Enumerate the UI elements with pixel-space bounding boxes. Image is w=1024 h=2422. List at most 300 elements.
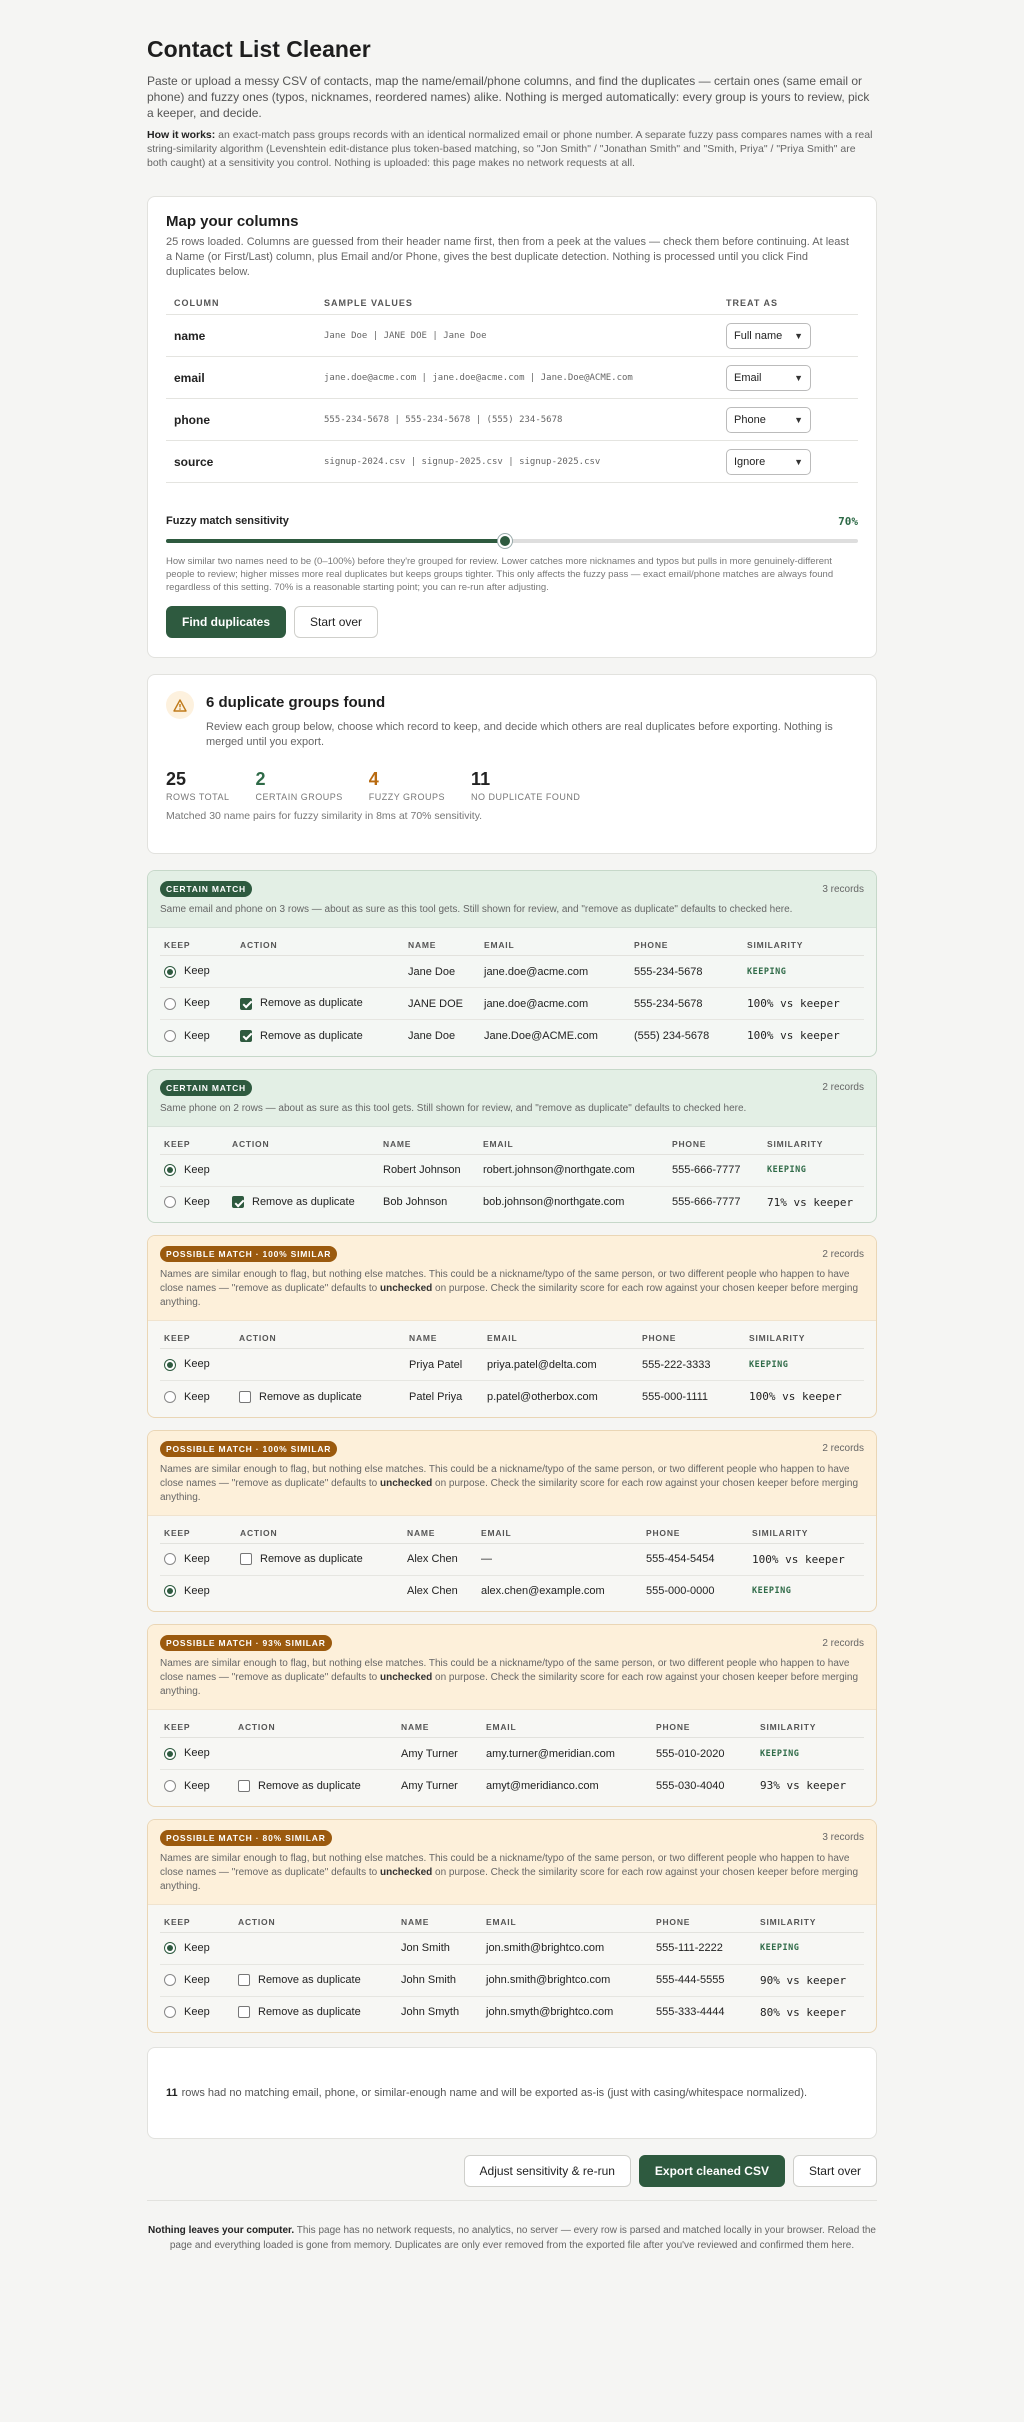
page-title: Contact List Cleaner	[147, 36, 371, 62]
treat-as-select[interactable]	[726, 365, 811, 391]
stat-fuzzy-groups	[369, 769, 445, 802]
privacy-footer	[147, 2223, 877, 2253]
th-phone: PHONE	[668, 1127, 763, 1155]
column-samples: signup-2024.csv | signup-2025.csv | signup-2025.csv	[316, 441, 718, 483]
remove-label: Remove as duplicate	[259, 1390, 362, 1403]
remove-checkbox[interactable]	[238, 1780, 250, 1792]
keep-label: Keep	[184, 1196, 210, 1209]
keep-cell[interactable]	[160, 1932, 234, 1964]
match-badge: POSSIBLE MATCH · 100% SIMILAR	[160, 1246, 337, 1262]
keep-radio[interactable]	[164, 1748, 176, 1760]
keep-cell[interactable]	[160, 1381, 235, 1413]
action-cell	[236, 956, 404, 988]
table-row	[160, 1932, 864, 1964]
mapping-row	[166, 357, 858, 399]
group-desc-a: Names are similar enough to flag, but nothing else matches. This could be a nickname/typo of the same person, or two different people who happen to have close names — "remove as duplicate" defaults to	[160, 1463, 850, 1489]
map-columns-title: Map your columns	[166, 213, 299, 230]
duplicate-group	[147, 1430, 877, 1613]
column-mapping-table	[166, 292, 858, 483]
keep-cell[interactable]	[160, 1154, 228, 1186]
row-phone: 555-666-7777	[668, 1154, 763, 1186]
column-samples: 555-234-5678 | 555-234-5678 | (555) 234-5678	[316, 399, 718, 441]
keep-label: Keep	[184, 1941, 210, 1954]
no-duplicate-count: 11	[166, 2087, 178, 2099]
th-phone: PHONE	[652, 1905, 756, 1933]
duplicate-group	[147, 1624, 877, 1807]
row-email: amyt@meridianco.com	[486, 1779, 599, 1792]
row-similarity: 100% vs keeper	[748, 1543, 864, 1575]
remove-label: Remove as duplicate	[260, 997, 363, 1010]
row-similarity: KEEPING	[756, 1932, 864, 1964]
no-duplicate-desc: rows had no matching email, phone, or similar-enough name and will be exported as-is (just with casing/whitespace normalized).	[181, 2087, 808, 2099]
record-count: 3 records	[822, 883, 864, 895]
group-desc-a: Names are similar enough to flag, but nothing else matches. This could be a nickname/typo of the same person, or two different people who happen to have close names — "remove as duplicate" defaults to	[160, 1269, 850, 1294]
treat-as-select[interactable]	[726, 323, 811, 349]
table-row	[160, 1770, 864, 1802]
group-table	[160, 1516, 864, 1608]
th-keep: KEEP	[160, 1710, 234, 1738]
action-cell	[234, 1738, 397, 1770]
treat-as-value: Full name	[734, 329, 783, 342]
row-similarity: 100% vs keeper	[749, 1390, 842, 1404]
group-desc-a: Names are similar enough to flag, but nothing else matches. This could be a nickname/typo of the same person, or two different people who happen to have close names — "remove as duplicate" defaults to	[160, 1852, 850, 1878]
th-name: NAME	[404, 928, 480, 956]
group-table	[160, 1710, 864, 1802]
table-row	[160, 1738, 864, 1770]
table-row	[160, 956, 864, 988]
group-desc: Same email and phone on 3 rows — about as sure as this tool gets. Still shown for review, and "remove as duplicate" defaults to checked here.	[160, 904, 793, 915]
summary-stats	[166, 769, 858, 802]
column-name: name	[166, 315, 316, 357]
remove-label: Remove as duplicate	[252, 1196, 355, 1209]
action-cell[interactable]	[236, 988, 404, 1020]
keep-radio[interactable]	[164, 966, 176, 978]
remove-label: Remove as duplicate	[258, 1973, 361, 1986]
th-email: EMAIL	[483, 1321, 638, 1349]
row-email: john.smyth@brightco.com	[486, 2006, 614, 2019]
row-name: Bob Johnson	[383, 1196, 448, 1209]
row-phone: 555-444-5555	[652, 1964, 756, 1996]
group-header	[148, 1625, 876, 1710]
stat-label: CERTAIN GROUPS	[255, 792, 343, 802]
keep-label: Keep	[184, 1747, 210, 1760]
keep-radio[interactable]	[164, 1780, 176, 1792]
keep-cell[interactable]	[160, 1575, 236, 1607]
group-header	[148, 1236, 876, 1321]
th-name: NAME	[397, 1710, 482, 1738]
keep-label: Keep	[184, 1358, 210, 1371]
chevron-down-icon: ▼	[794, 456, 803, 467]
th-action: ACTION	[236, 1516, 403, 1544]
column-name: source	[166, 441, 316, 483]
keep-cell[interactable]	[160, 988, 236, 1020]
start-over-button[interactable]: Start over	[294, 606, 378, 638]
th-keep: KEEP	[160, 1321, 235, 1349]
treat-as-value: Email	[734, 371, 762, 384]
sensitivity-slider[interactable]	[166, 534, 858, 548]
duplicate-group	[147, 1069, 877, 1224]
map-columns-card	[147, 196, 877, 658]
page	[147, 0, 877, 2293]
th-similarity: SIMILARITY	[756, 1905, 864, 1933]
row-phone: 555-111-2222	[652, 1932, 756, 1964]
group-table	[160, 1905, 864, 2029]
th-keep: KEEP	[160, 1905, 234, 1933]
group-table-wrap	[148, 928, 876, 1056]
group-table-wrap	[148, 1321, 876, 1417]
group-rows	[160, 1738, 864, 1802]
record-count: 3 records	[822, 1832, 864, 1843]
keep-radio[interactable]	[164, 1164, 176, 1176]
warning-icon	[166, 691, 194, 719]
row-name: Robert Johnson	[379, 1154, 479, 1186]
table-row	[160, 1996, 864, 2028]
action-cell[interactable]	[234, 1770, 397, 1802]
column-name: phone	[166, 399, 316, 441]
th-similarity: SIMILARITY	[745, 1321, 864, 1349]
chevron-down-icon: ▼	[794, 330, 803, 341]
mapping-row	[166, 315, 858, 357]
mapping-row	[166, 399, 858, 441]
remove-checkbox[interactable]	[240, 1030, 252, 1042]
row-phone: 555-000-1111	[642, 1390, 709, 1403]
treat-as-select[interactable]	[726, 407, 811, 433]
table-row	[160, 1349, 864, 1381]
th-name: NAME	[397, 1905, 482, 1933]
keep-label: Keep	[184, 1585, 210, 1598]
remove-label: Remove as duplicate	[258, 2006, 361, 2019]
map-columns-desc: 25 rows loaded. Columns are guessed from their header name first, then from a peek at the values — check them before continuing. At least a Name (or First/Last) column, plus Email and/or Phone, gives the best duplicate detection. Nothing is processed until you click Find duplicates below.	[166, 236, 849, 278]
group-table-header	[160, 1905, 864, 1933]
record-count: 2 records	[822, 1637, 864, 1649]
row-email: jon.smith@brightco.com	[482, 1932, 652, 1964]
row-similarity: 100% vs keeper	[747, 1029, 840, 1043]
th-email: EMAIL	[477, 1516, 642, 1544]
remove-label: Remove as duplicate	[260, 1552, 363, 1565]
treat-cell	[718, 399, 858, 441]
row-phone: 555-222-3333	[638, 1349, 745, 1381]
stat-label: FUZZY GROUPS	[368, 792, 446, 802]
row-phone: 555-333-4444	[656, 2006, 725, 2019]
stat-number: 2	[255, 769, 266, 789]
group-table	[160, 928, 864, 1052]
column-samples: Jane Doe | JANE DOE | Jane Doe	[316, 315, 718, 357]
stat-number: 25	[166, 769, 187, 789]
action-cell	[236, 1575, 403, 1607]
row-name: Jon Smith	[397, 1932, 482, 1964]
match-badge: POSSIBLE MATCH · 93% SIMILAR	[160, 1635, 332, 1651]
row-similarity: 71% vs keeper	[767, 1195, 854, 1209]
th-action: ACTION	[234, 1905, 397, 1933]
th-similarity: SIMILARITY	[756, 1710, 864, 1738]
footer-bold: Nothing leaves your computer.	[148, 2225, 295, 2236]
stat-number: 11	[471, 769, 491, 789]
keep-label: Keep	[184, 1779, 210, 1792]
group-desc-b: unchecked	[380, 1283, 433, 1294]
th-name: NAME	[403, 1516, 477, 1544]
keep-label: Keep	[184, 1973, 210, 1986]
keep-radio[interactable]	[164, 2006, 176, 2018]
row-similarity: KEEPING	[752, 1586, 792, 1597]
matched-note: Matched 30 name pairs for fuzzy similarity in 8ms at 70% sensitivity.	[166, 810, 483, 822]
map-actions	[166, 606, 858, 638]
chevron-down-icon: ▼	[794, 372, 803, 383]
keep-radio[interactable]	[164, 1942, 176, 1954]
chevron-down-icon: ▼	[794, 414, 803, 425]
fuzzy-sensitivity	[166, 515, 858, 594]
group-desc-b: unchecked	[380, 1866, 433, 1878]
stat-no-duplicate	[471, 769, 580, 802]
action-cell[interactable]	[235, 1381, 405, 1413]
row-similarity: KEEPING	[743, 956, 864, 988]
how-label: How it works:	[147, 129, 216, 141]
keep-cell[interactable]	[160, 1186, 228, 1218]
duplicate-group	[147, 1235, 877, 1418]
row-similarity: 93% vs keeper	[760, 1779, 847, 1793]
export-csv-button[interactable]: Export cleaned CSV	[639, 2155, 785, 2187]
group-table-wrap	[148, 1516, 876, 1612]
match-badge: POSSIBLE MATCH · 100% SIMILAR	[160, 1441, 337, 1457]
summary-text	[206, 691, 858, 750]
group-table-header	[160, 1710, 864, 1738]
th-phone: PHONE	[652, 1710, 756, 1738]
row-phone: 555-000-0000	[646, 1585, 715, 1598]
no-duplicate-text	[166, 2087, 807, 2099]
row-email: priya.patel@delta.com	[483, 1349, 638, 1381]
match-badge: POSSIBLE MATCH · 80% SIMILAR	[160, 1830, 332, 1846]
row-name: Alex Chen	[403, 1543, 477, 1575]
footer-text: This page has no network requests, no analytics, no server — every row is parsed and matched locally in your browser. Reload the page and everything loaded is gone from memory. Duplicates are only ever removed from the exported file after you've reviewed and confirmed them here.	[169, 2225, 876, 2251]
record-count: 2 records	[822, 1248, 864, 1260]
th-email: EMAIL	[480, 928, 630, 956]
table-row	[160, 1964, 864, 1996]
match-badge: CERTAIN MATCH	[160, 881, 252, 897]
keep-cell[interactable]	[160, 1543, 236, 1575]
intro-text: Paste or upload a messy CSV of contacts, map the name/email/phone columns, and find the duplicates — certain ones (same email or phone) and fuzzy ones (typos, nicknames, reordered names) alike. Nothing is merged automatically: every group is yours to review, pick a keeper, and decide.	[147, 74, 870, 120]
group-rows	[160, 956, 864, 1052]
start-over-bottom-button[interactable]: Start over	[793, 2155, 877, 2187]
group-desc-a: Names are similar enough to flag, but nothing else matches. This could be a nickname/typo of the same person, or two different people who happen to have close names — "remove as duplicate" defaults to	[160, 1658, 850, 1683]
find-duplicates-button[interactable]: Find duplicates	[166, 606, 286, 638]
summary-header	[166, 691, 858, 750]
row-similarity: 90% vs keeper	[756, 1964, 864, 1996]
group-desc-c: on purpose. Check the similarity score for each row against your chosen keeper before merging anything.	[160, 1283, 859, 1308]
group-table-header	[160, 1127, 864, 1155]
keep-cell[interactable]	[160, 1349, 235, 1381]
fuzzy-help: How similar two names need to be (0–100%) before they're grouped for review. Lower catches more nicknames and typos but pulls in more genuinely-different people to review; higher misses more real duplicates but keeps groups tighter. This only affects the fuzzy pass — exact email/phone matches are always found regardless of this setting. 70% is a reasonable starting point; you can re-run after adjusting.	[166, 556, 834, 593]
match-badge: CERTAIN MATCH	[160, 1080, 252, 1096]
th-keep: KEEP	[160, 928, 236, 956]
stat-label: ROWS TOTAL	[166, 792, 230, 802]
row-email: john.smith@brightco.com	[482, 1964, 652, 1996]
keep-cell[interactable]	[160, 956, 236, 988]
duplicate-group	[147, 1819, 877, 2034]
remove-label: Remove as duplicate	[260, 1029, 363, 1042]
treat-as-select[interactable]	[726, 449, 811, 475]
row-name: Patel Priya	[409, 1390, 463, 1403]
row-phone: 555-666-7777	[672, 1196, 741, 1209]
remove-checkbox[interactable]	[232, 1196, 244, 1208]
group-header	[148, 1070, 876, 1127]
summary-desc: Review each group below, choose which record to keep, and decide which others are real duplicates before exporting. Nothing is merged until you export.	[206, 721, 833, 748]
th-similarity: SIMILARITY	[763, 1127, 864, 1155]
slider-fill	[166, 539, 505, 543]
keep-label: Keep	[184, 1552, 210, 1565]
row-similarity: KEEPING	[763, 1154, 864, 1186]
treat-cell	[718, 357, 858, 399]
mapping-rows	[166, 315, 858, 483]
action-cell	[228, 1154, 379, 1186]
th-action: ACTION	[228, 1127, 379, 1155]
fuzzy-label: Fuzzy match sensitivity	[166, 515, 289, 527]
summary-title: 6 duplicate groups found	[206, 694, 386, 711]
group-desc-c: on purpose. Check the similarity score for each row against your chosen keeper before merging anything.	[160, 1477, 859, 1503]
table-row	[160, 1186, 864, 1218]
adjust-sensitivity-button[interactable]: Adjust sensitivity & re-run	[464, 2155, 631, 2187]
group-rows	[160, 1154, 864, 1218]
action-cell[interactable]	[228, 1186, 379, 1218]
table-row	[160, 988, 864, 1020]
th-action: ACTION	[235, 1321, 405, 1349]
row-similarity: KEEPING	[756, 1738, 864, 1770]
group-table-wrap	[148, 1127, 876, 1223]
keep-cell[interactable]	[160, 1738, 234, 1770]
treat-cell	[718, 315, 858, 357]
row-phone: 555-030-4040	[656, 1779, 725, 1792]
how-text: an exact-match pass groups records with an identical normalized email or phone number. A separate fuzzy pass compares names with a real string-similarity algorithm (Levenshtein edit-distance plus token-based matching, so "Jon Smith" / "Jonathan Smith" and "Smith, Priya" / "Priya Smith" are both caught) at a sensitivity you control. Nothing is uploaded: this page makes no network requests at all.	[147, 129, 873, 169]
keep-cell[interactable]	[160, 1996, 234, 2028]
keep-cell[interactable]	[160, 1964, 234, 1996]
treat-as-value: Phone	[734, 413, 766, 426]
keep-cell[interactable]	[160, 1020, 236, 1052]
action-cell[interactable]	[234, 1964, 397, 1996]
action-cell[interactable]	[234, 1996, 397, 2028]
group-header	[148, 871, 876, 928]
group-table-wrap	[148, 1710, 876, 1806]
no-duplicate-card	[147, 2047, 877, 2139]
col-header-samples: SAMPLE VALUES	[316, 292, 718, 315]
keep-label: Keep	[184, 965, 210, 978]
slider-thumb[interactable]	[498, 534, 512, 548]
fuzzy-value: 70%	[838, 515, 858, 528]
keep-radio[interactable]	[164, 1391, 176, 1403]
table-row	[160, 1575, 864, 1607]
keep-radio[interactable]	[164, 1359, 176, 1371]
keep-radio[interactable]	[164, 1030, 176, 1042]
mapping-row	[166, 441, 858, 483]
row-name: Alex Chen	[407, 1585, 458, 1598]
record-count: 2 records	[822, 1082, 864, 1093]
row-name: Jane Doe	[408, 1029, 456, 1042]
how-it-works	[147, 128, 877, 170]
row-name: Priya Patel	[405, 1349, 483, 1381]
col-header-treat: TREAT AS	[718, 292, 858, 315]
column-name: email	[166, 357, 316, 399]
group-desc	[160, 1852, 864, 1894]
row-similarity: KEEPING	[745, 1349, 864, 1381]
action-cell[interactable]	[236, 1020, 404, 1052]
row-phone: 555-234-5678	[630, 956, 743, 988]
row-email: amy.turner@meridian.com	[482, 1738, 652, 1770]
stat-number: 4	[368, 769, 379, 789]
keep-radio[interactable]	[164, 1553, 176, 1565]
group-header	[148, 1820, 876, 1905]
th-email: EMAIL	[482, 1905, 652, 1933]
remove-checkbox[interactable]	[239, 1391, 251, 1403]
th-similarity: SIMILARITY	[748, 1516, 864, 1544]
stat-label: NO DUPLICATE FOUND	[471, 792, 581, 802]
remove-checkbox[interactable]	[238, 1974, 250, 1986]
remove-checkbox[interactable]	[238, 2006, 250, 2018]
row-name: Amy Turner	[397, 1738, 482, 1770]
group-table-header	[160, 1321, 864, 1349]
row-phone: 555-454-5454	[642, 1543, 748, 1575]
remove-checkbox[interactable]	[240, 998, 252, 1010]
keep-radio[interactable]	[164, 1196, 176, 1208]
stat-certain-groups	[256, 769, 343, 802]
group-table-header	[160, 928, 864, 956]
group-desc-c: on purpose. Check the similarity score for each row against your chosen keeper before merging anything.	[160, 1672, 859, 1697]
th-action: ACTION	[234, 1710, 397, 1738]
row-email: Jane.Doe@ACME.com	[484, 1029, 598, 1042]
keep-label: Keep	[184, 1390, 210, 1403]
row-name: John Smyth	[401, 2006, 460, 2019]
group-desc-c: on purpose. Check the similarity score for each row against your chosen keeper before merging anything.	[160, 1866, 859, 1892]
table-row	[160, 1543, 864, 1575]
row-similarity: 100% vs keeper	[743, 988, 864, 1020]
keep-label: Keep	[184, 997, 210, 1010]
group-rows	[160, 1349, 864, 1413]
th-keep: KEEP	[160, 1516, 236, 1544]
group-header	[148, 1431, 876, 1516]
action-cell	[235, 1349, 405, 1381]
keep-label: Keep	[184, 1029, 210, 1042]
row-name: Amy Turner	[401, 1779, 458, 1792]
export-actions	[147, 2155, 877, 2201]
group-desc-b: unchecked	[380, 1477, 433, 1489]
group-table	[160, 1321, 864, 1413]
keep-radio[interactable]	[164, 1974, 176, 1986]
th-keep: KEEP	[160, 1127, 228, 1155]
row-email: jane.doe@acme.com	[480, 988, 630, 1020]
group-table-wrap	[148, 1905, 876, 2033]
row-email: p.patel@otherbox.com	[487, 1390, 598, 1403]
group-desc	[160, 1657, 864, 1699]
group-desc	[160, 1268, 864, 1310]
row-name: JANE DOE	[404, 988, 480, 1020]
th-similarity: SIMILARITY	[743, 928, 864, 956]
action-cell[interactable]	[236, 1543, 403, 1575]
th-phone: PHONE	[642, 1516, 748, 1544]
th-action: ACTION	[236, 928, 404, 956]
th-email: EMAIL	[479, 1127, 668, 1155]
keep-radio[interactable]	[164, 998, 176, 1010]
keep-radio[interactable]	[164, 1585, 176, 1597]
group-rows	[160, 1932, 864, 2028]
keep-cell[interactable]	[160, 1770, 234, 1802]
remove-checkbox[interactable]	[240, 1553, 252, 1565]
group-rows	[160, 1543, 864, 1607]
row-email: alex.chen@example.com	[481, 1585, 605, 1598]
th-email: EMAIL	[482, 1710, 652, 1738]
row-email: robert.johnson@northgate.com	[479, 1154, 668, 1186]
group-desc-b: unchecked	[380, 1672, 433, 1683]
table-row	[160, 1020, 864, 1052]
row-phone: 555-010-2020	[652, 1738, 756, 1770]
duplicate-group	[147, 870, 877, 1057]
mapping-header-row	[166, 292, 858, 315]
group-table	[160, 1127, 864, 1219]
